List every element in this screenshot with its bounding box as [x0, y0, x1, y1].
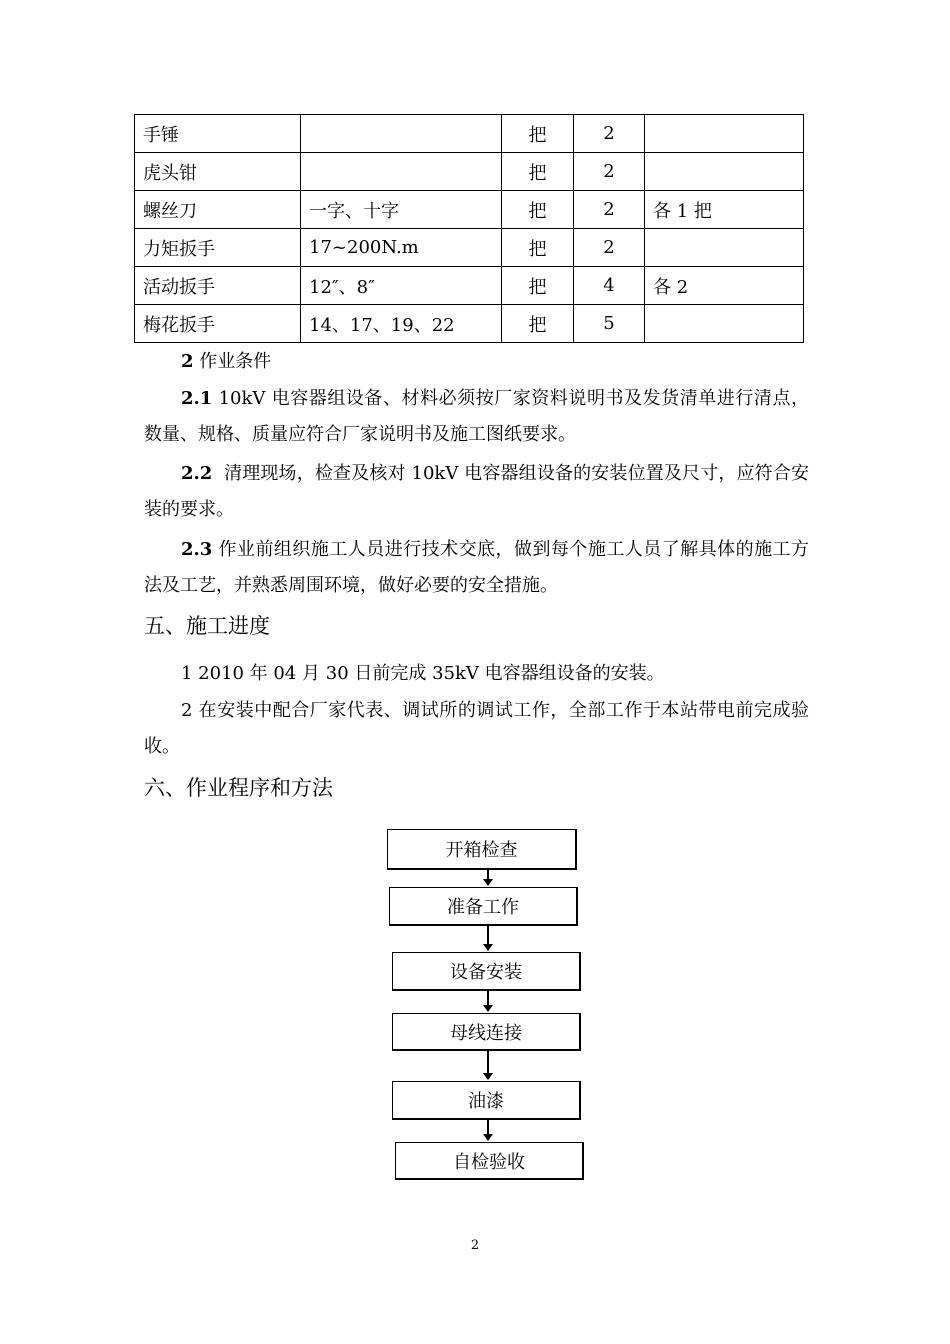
flow-step-preparation: 准备工作: [389, 887, 578, 926]
flow-arrow: [487, 926, 489, 945]
table-cell-name: 虎头钳: [135, 153, 301, 191]
table-row: [135, 115, 804, 153]
table-cell-note: [645, 115, 804, 153]
table-cell-spec: 14、17、19、22: [301, 305, 502, 343]
table-cell-name: 力矩扳手: [135, 229, 301, 267]
section2-item-2: [144, 456, 809, 528]
section5-heading: 五、施工进度: [144, 614, 270, 638]
table-cell-qty: 2: [574, 191, 645, 229]
table-row: [135, 229, 804, 267]
table-cell-note: 各 2: [645, 267, 804, 305]
section2-item-1: [144, 381, 809, 453]
flow-arrow: [487, 991, 489, 1006]
flow-step-self-check: 自检验收: [395, 1142, 584, 1180]
table-cell-unit: 把: [502, 267, 574, 305]
tools-table: [134, 114, 804, 343]
table-cell-note: [645, 153, 804, 191]
section5-item-2: 2 在安装中配合厂家代表、调试所的调试工作，全部工作于本站带电前完成验收。: [144, 700, 809, 757]
flow-step-unpack-inspect: 开箱检查: [387, 829, 577, 870]
table-cell-note: [645, 305, 804, 343]
item-number: 2.1: [181, 388, 213, 409]
flow-arrow: [487, 870, 489, 880]
page-number: 2: [470, 1238, 480, 1253]
table-row: [135, 191, 804, 229]
section2-title-text: 作业条件: [199, 351, 272, 372]
table-cell-qty: 2: [574, 115, 645, 153]
table-cell-unit: 把: [502, 305, 574, 343]
item-text: 作业前组织施工人员进行技术交底，做到每个施工人员了解具体的施工方法及工艺，并熟悉周围环境，做好必要的安全措施。: [144, 539, 809, 596]
table-cell-qty: 4: [574, 267, 645, 305]
item-text: 清理现场，检查及核对 10kV 电容器组设备的安装位置及尺寸，应符合安装的要求。: [144, 463, 809, 520]
table-cell-spec: 一字、十字: [301, 191, 502, 229]
table-cell-qty: 5: [574, 305, 645, 343]
table-cell-name: 梅花扳手: [135, 305, 301, 343]
table-cell-note: 各 1 把: [645, 191, 804, 229]
table-cell-spec: [301, 153, 502, 191]
flow-step-busbar-connect: 母线连接: [392, 1013, 581, 1051]
table-cell-spec: 17~200N.m: [301, 229, 502, 267]
table-row: [135, 267, 804, 305]
table-cell-note: [645, 229, 804, 267]
table-cell-unit: 把: [502, 153, 574, 191]
table-row: [135, 153, 804, 191]
flow-arrow: [487, 1051, 489, 1074]
flow-arrow: [487, 1120, 489, 1135]
flow-step-equipment-install: 设备安装: [392, 952, 581, 991]
item-number: 2.3: [181, 539, 213, 560]
table-cell-qty: 2: [574, 153, 645, 191]
section2-item-3: [144, 532, 809, 604]
item-text: 10kV 电容器组设备、材料必须按厂家资料说明书及发货清单进行清点，数量、规格、质量应符合厂家说明书及施工图纸要求。: [144, 388, 809, 445]
section5-item-1: 1 2010 年 04 月 30 日前完成 35kV 电容器组设备的安装。: [181, 663, 665, 684]
flow-step-painting: 油漆: [392, 1081, 581, 1120]
table-cell-name: 手锤: [135, 115, 301, 153]
table-cell-unit: 把: [502, 191, 574, 229]
section2-title: [144, 344, 809, 380]
table-cell-unit: 把: [502, 115, 574, 153]
section2-title-num: 2: [181, 351, 194, 372]
section6-heading: 六、作业程序和方法: [144, 776, 333, 800]
table-cell-name: 活动扳手: [135, 267, 301, 305]
table-row: [135, 305, 804, 343]
table-cell-name: 螺丝刀: [135, 191, 301, 229]
table-cell-spec: [301, 115, 502, 153]
table-cell-spec: 12″、8″: [301, 267, 502, 305]
item-number: 2.2: [181, 463, 213, 484]
table-cell-qty: 2: [574, 229, 645, 267]
table-cell-unit: 把: [502, 229, 574, 267]
